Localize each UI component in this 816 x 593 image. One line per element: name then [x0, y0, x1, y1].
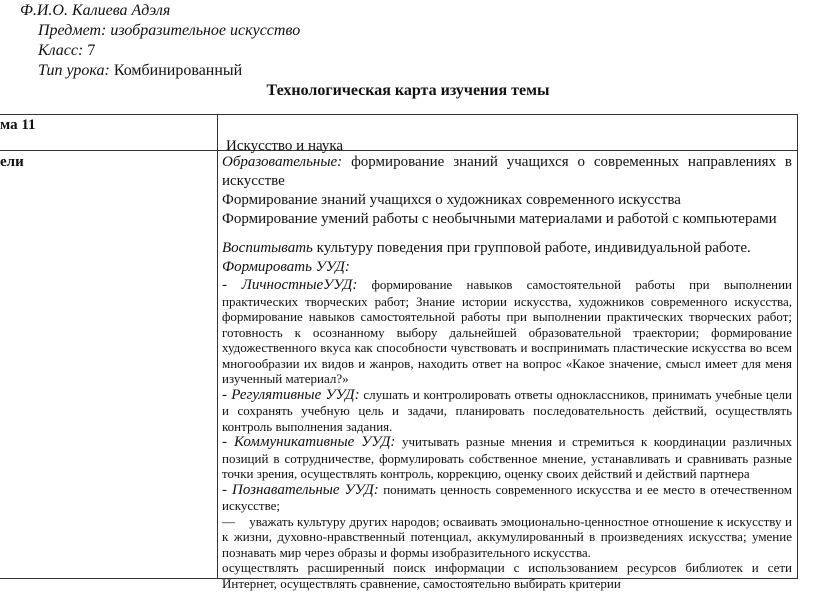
lesson-type-value: Комбинированный — [113, 62, 243, 79]
goals-content — [222, 153, 792, 591]
educational-text: формирование знаний учащихся о современных направлениях в искусстве — [222, 154, 793, 189]
cognitive-text: понимать ценность современного искусства и ее место в отечественном искусстве; — [222, 481, 793, 513]
page-title: Технологическая карта изучения темы — [266, 82, 550, 99]
goals-label: ели — [0, 154, 24, 170]
educational-goal-3: Формирование умений работы с необычными материалами и работой с компьютерами — [222, 211, 777, 227]
table-column-divider — [217, 114, 218, 579]
regulative-uud — [222, 387, 792, 435]
class-line — [38, 42, 95, 60]
dash-bullet: — — [222, 513, 235, 529]
educational-label: Образовательные: — [222, 154, 343, 170]
lesson-type-line — [38, 62, 242, 80]
topic-value: Искусство и наука — [226, 138, 344, 154]
respect-text: уважать культуру других народов; осваивать эмоционально-ценностное отношение к искусству и к жизни, духовно-нравственный потенциал, аккумулированный в произведениях искусства; умение познавать мир через образы и формы изобразительного искусства. — [222, 513, 793, 560]
communicative-label: - Коммуникативные УУД: — [222, 434, 396, 450]
fio-value: Калиева Адэля — [71, 2, 171, 19]
fio-label: Ф.И.О. — [20, 2, 68, 19]
upbringing-label: Воспитывать — [222, 240, 313, 256]
form-uud-heading: Формировать УУД: — [222, 259, 350, 275]
upbringing-text: культуру поведения при групповой работе, индивидуальной работе. — [316, 240, 751, 256]
personal-label: - ЛичностныеУУД: — [222, 277, 358, 293]
communicative-uud — [222, 434, 792, 482]
subject-line — [38, 22, 300, 40]
educational-goal-2: Формирование знаний учащихся о художниках современного искусства — [222, 192, 681, 208]
regulative-label: - Регулятивные УУД: — [222, 386, 360, 403]
cognitive-uud — [222, 482, 792, 514]
communicative-text: учитывать разные мнения и стремиться к координации различных позиций в сотрудничестве, формулировать собственное мнение, устанавливать и сравнивать разные точки зрения, осуществлять контроль, коррекцию, оценку своих действий и действий партнера — [222, 434, 792, 481]
subject-label: Предмет: — [38, 22, 107, 39]
class-value: 7 — [87, 42, 96, 59]
table-right-border — [797, 114, 798, 579]
class-label: Класс: — [38, 42, 84, 59]
cognitive-label: - Познавательные УУД: — [222, 481, 379, 498]
educational-goal — [222, 153, 792, 191]
personal-uud — [222, 277, 792, 387]
table-row-divider — [0, 150, 798, 151]
subject-value: изобразительное искусство — [110, 22, 301, 39]
fio-line — [20, 2, 170, 20]
personal-text: формирование навыков самостоятельной работы при выполнении практических творческих работ; Знание истории искусства, художников современного искусства, формирование навыков самостоятельной работы при выполнении практических творческих работ; готовность к осознанному выбору дальнейшей образовательной траектории; формирование художественного вкуса как способности чувствовать и воспринимать пластические искусства во всем многообразии их видов и жанров, находить ответ на вопрос «Какое значение, смысл имеет для меня изученный материал?» — [222, 277, 792, 386]
respect-item — [222, 514, 792, 561]
table-top-border — [0, 114, 798, 115]
topic-label: ма 11 — [0, 117, 36, 133]
lesson-type-label: Тип урока: — [38, 62, 110, 79]
regulative-text: слушать и контролировать ответы одноклассников, принимать учебные цели и сохранять учебную цель и задачи, планировать последовательность действий, осуществлять контроль выполнения задания. — [222, 386, 793, 434]
upbringing-goal — [222, 239, 792, 258]
search-item: осуществлять расширенный поиск информации с использованием ресурсов библиотек и сети Интернет, осуществлять сравнение, самостоятельно выбирать критерии — [222, 560, 792, 591]
